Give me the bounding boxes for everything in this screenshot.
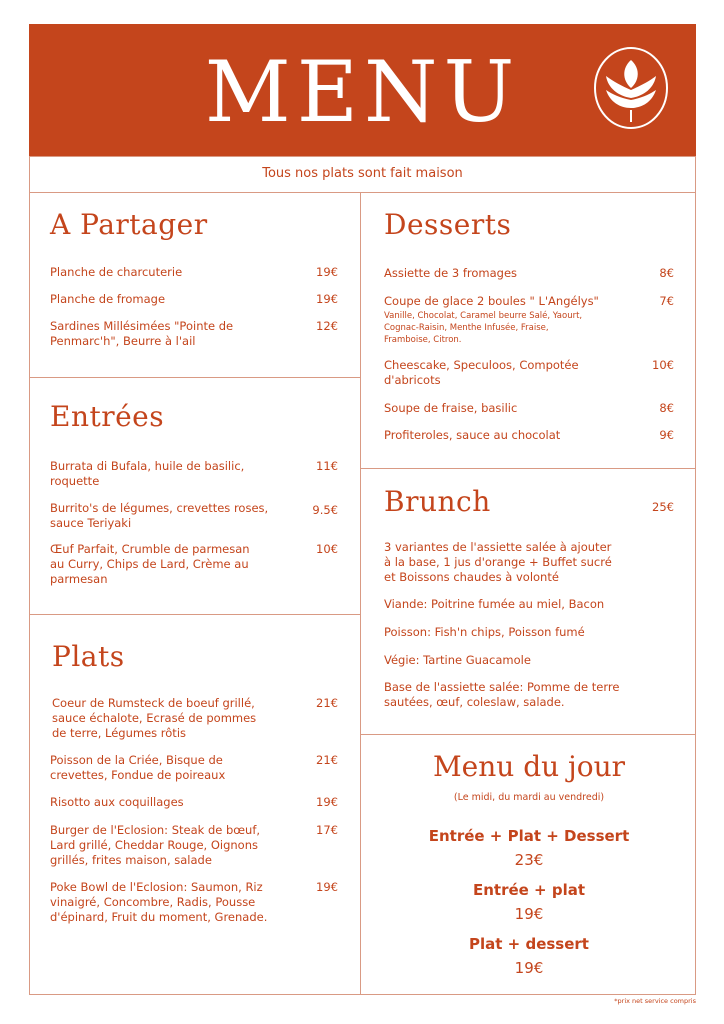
footnote: *prix net service compris xyxy=(614,997,696,1005)
section-title-partager: A Partager xyxy=(50,208,208,241)
brunch-intro-line: 3 variantes de l'assiette salée à ajouter xyxy=(384,540,612,554)
brunch-base-line: sautées, œuf, coleslaw, salade. xyxy=(384,695,565,709)
brunch-vegie: Végie: Tartine Guacamole xyxy=(384,653,531,667)
brunch-poisson: Poisson: Fish'n chips, Poisson fumé xyxy=(384,625,585,639)
menu-header xyxy=(29,24,696,156)
section-title-entrees: Entrées xyxy=(50,400,165,433)
menu-title: MENU xyxy=(204,43,521,141)
formula-label: Entrée + Plat + Dessert xyxy=(428,827,630,845)
brunch-intro-line: et Boissons chaudes à volonté xyxy=(384,570,559,584)
menu-du-jour-subtitle: (Le midi, du mardi au vendredi) xyxy=(453,792,605,803)
tagline: Tous nos plats sont fait maison xyxy=(262,166,463,181)
formula-label: Plat + dessert xyxy=(469,935,589,953)
brunch-base-line: Base de l'assiette salée: Pomme de terre xyxy=(384,680,620,694)
brunch-intro-line: à la base, 1 jus d'orange + Buffet sucré xyxy=(384,555,612,569)
section-title-plats: Plats xyxy=(52,640,125,673)
formula-price: 23€ xyxy=(514,851,544,869)
formula-label: Entrée + plat xyxy=(472,881,586,899)
section-title-desserts: Desserts xyxy=(384,208,512,241)
leaf-emblem-icon xyxy=(592,46,670,130)
section-title-brunch: Brunch xyxy=(384,485,491,518)
menu-du-jour-title: Menu du jour xyxy=(432,750,626,783)
brunch-viande: Viande: Poitrine fumée au miel, Bacon xyxy=(384,597,605,611)
formula-price: 19€ xyxy=(514,959,544,977)
formula-price: 19€ xyxy=(514,905,544,923)
